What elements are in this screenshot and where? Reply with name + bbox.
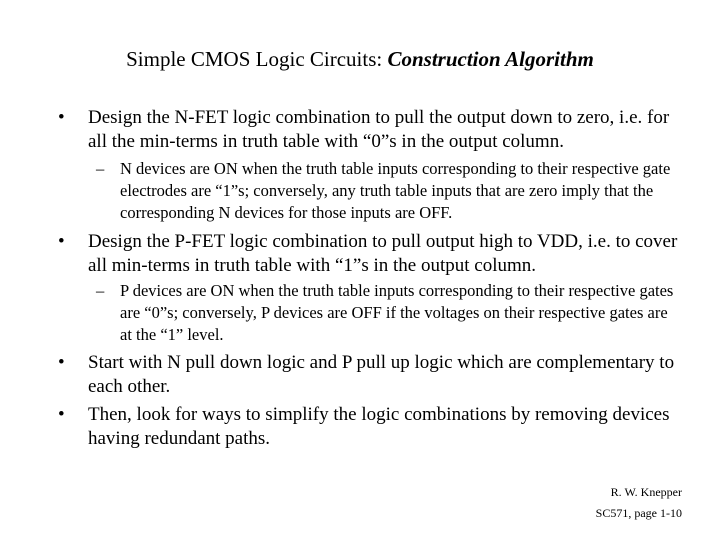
bullet-item [58,106,678,154]
bullet-marker: • [58,404,65,425]
footer-page-number: SC571, page 1-10 [595,506,682,520]
sub-bullet-text: N devices are ON when the truth table inputs corresponding to their respective gate electrodes are “1”s; conversely, any truth table inputs that are zero imply that the corresponding N devices for those inputs are OFF. [120,159,671,222]
bullet-text: Start with N pull down logic and P pull up logic which are complementary to each other. [88,352,675,397]
bullet-item [58,230,678,278]
slide-title-emphasis: Construction Algorithm [387,47,594,71]
sub-bullet-item [96,158,676,224]
bullet-item [58,403,678,451]
sub-bullet-item [96,280,676,346]
bullet-text: Design the N-FET logic combination to pull the output down to zero, i.e. for all the min-terms in truth table with “0”s in the output column. [88,107,670,152]
bullet-item [58,351,678,399]
footer-author: R. W. Knepper [610,485,682,499]
slide-title-plain: Simple CMOS Logic Circuits: [126,47,388,71]
bullet-marker: • [58,231,65,252]
sub-bullet-text: P devices are ON when the truth table inputs corresponding to their respective gates are “0”s; conversely, P devices are OFF if the voltages on their respective gates are at the “1” level. [120,281,674,344]
sub-bullet-marker: – [96,159,105,178]
bullet-marker: • [58,107,65,128]
slide-title [0,45,720,73]
bullet-text: Then, look for ways to simplify the logic combinations by removing devices having redundant paths. [88,404,670,449]
sub-bullet-marker: – [96,281,105,300]
bullet-marker: • [58,352,65,373]
bullet-text: Design the P-FET logic combination to pull output high to VDD, i.e. to cover all min-terms in truth table with “1”s in the output column. [88,231,678,276]
